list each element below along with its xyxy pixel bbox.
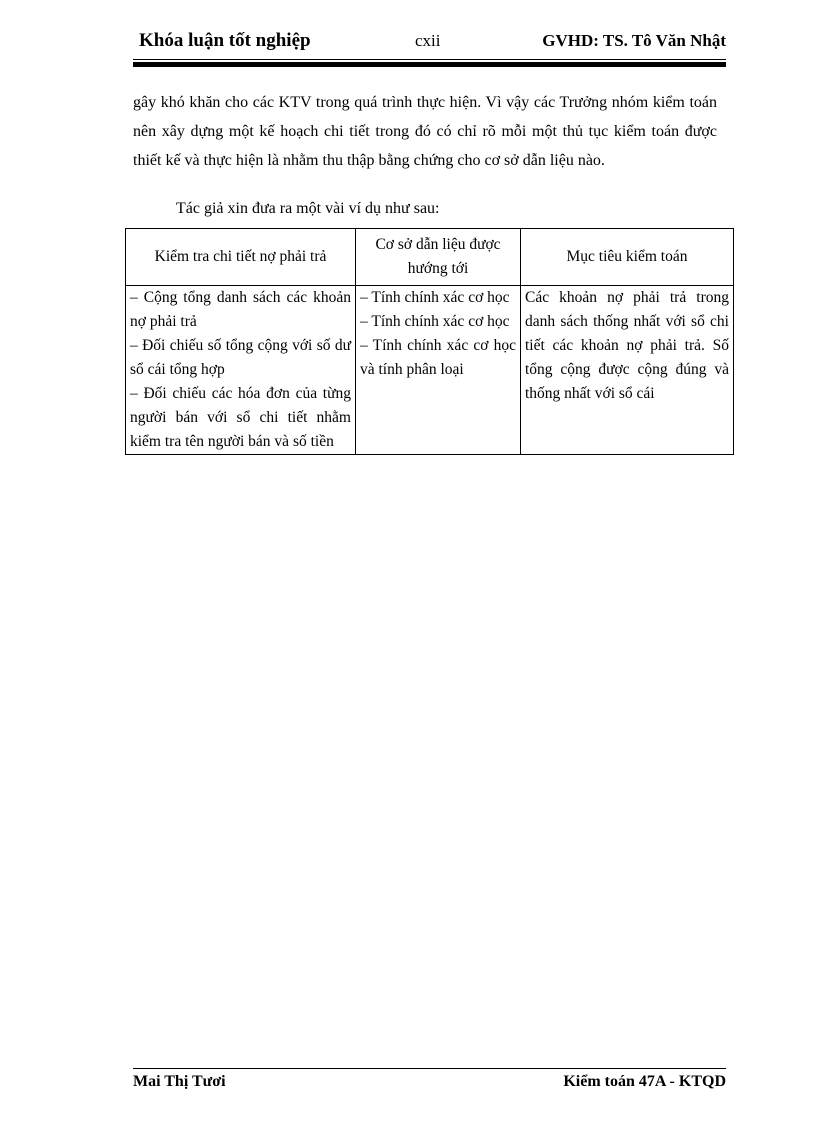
body-paragraph (133, 88, 717, 175)
page-header (133, 30, 726, 56)
procedure-item: – Đối chiếu số tổng cộng với số dư sổ cái tổng hợp (130, 337, 351, 378)
class-name: Kiểm toán 47A - KTQD (563, 1073, 726, 1090)
header-cell-objective: Mục tiêu kiểm toán (521, 229, 734, 286)
objective-text: Các khoản nợ phải trả trong danh sách thống nhất với sổ chi tiết các khoản nợ phải trả. Số tổng cộng được cộng đúng và thống nhất với sổ cái (525, 289, 729, 402)
header-cell-procedure: Kiểm tra chi tiết nợ phải trả (126, 229, 356, 286)
assertion-item: – Tính chính xác cơ học (360, 313, 510, 330)
procedure-item: – Đối chiếu các hóa đơn của từng người bán với sổ chi tiết nhằm kiểm tra tên người bán và số tiền (130, 385, 351, 450)
paragraph-text: gây khó khăn cho các KTV trong quá trình thực hiện. Vì vậy các Trưởng nhóm kiểm toán nên xây dựng một kế hoạch chi tiết trong đó có chỉ rõ mỗi một thủ tục kiểm toán được thiết kế và thực hiện là nhằm thu thập bằng chứng cho cơ sở dẫn liệu nào. (133, 94, 717, 169)
audit-table (125, 228, 734, 455)
intro-sentence: Tác giả xin đưa ra một vài ví dụ như sau: (176, 200, 440, 217)
table-header-row (126, 229, 734, 286)
objective-cell (521, 286, 734, 455)
footer-rule (133, 1068, 726, 1069)
author-name: Mai Thị Tươi (133, 1073, 226, 1090)
assertion-cell (356, 286, 521, 455)
procedure-cell (126, 286, 356, 455)
header-rule-thick (133, 62, 726, 67)
procedure-item: – Cộng tổng danh sách các khoản nợ phải trả (130, 289, 351, 330)
header-rule-thin (133, 59, 726, 60)
header-cell-assertion: Cơ sở dẫn liệu được hướng tới (356, 229, 521, 286)
thesis-title: Khóa luận tốt nghiệp (139, 30, 311, 51)
page-number: cxii (415, 31, 441, 50)
supervisor-name: GVHD: TS. Tô Văn Nhật (542, 31, 726, 50)
assertion-item: – Tính chính xác cơ học và tính phân loại (360, 337, 516, 378)
assertion-item: – Tính chính xác cơ học (360, 289, 510, 306)
table-row (126, 286, 734, 455)
